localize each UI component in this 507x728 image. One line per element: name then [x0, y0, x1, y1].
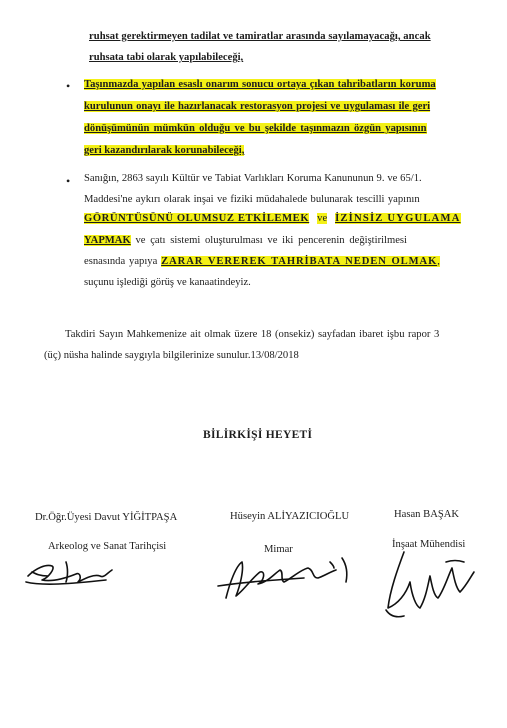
closing-line-1: Takdiri Sayın Mahkemenize ait olmak üzere 18 (onsekiz) sayfadan ibaret işbu rapor 3	[65, 329, 440, 340]
bullet1-line-3: dönüşümünün mümkün olduğu ve bu şekilde taşınmazın özgün yapısının	[84, 123, 427, 134]
signatory-2-name: Hüseyin ALİYAZICIOĞLU	[230, 511, 350, 522]
signatory-1-name: Dr.Öğr.Üyesi Davut YİĞİTPAŞA	[35, 512, 178, 523]
continuation-line-1: ruhsat gerektirmeyen tadilat ve tamiratlar arasında sayılamayacağı, ancak	[89, 31, 431, 42]
committee-title: BİLİRKİŞİ HEYETİ	[203, 429, 313, 441]
signatory-3-name: Hasan BAŞAK	[394, 509, 460, 520]
bullet-dot-1: •	[66, 79, 71, 93]
bullet-dot-2: •	[66, 174, 71, 188]
signature-1	[22, 552, 122, 592]
bullet2-line-1: Sanığın, 2863 sayılı Kültür ve Tabiat Varlıkları Koruma Kanununun 9. ve 65/1.	[84, 173, 422, 184]
signatory-2-role: Mimar	[264, 544, 293, 555]
bullet1-line-1: Taşınmazda yapılan esaslı onarım sonucu ortaya çıkan tahribatların koruma	[84, 79, 436, 90]
closing-line-2: (üç) nüsha halinde saygıyla bilgilerinize sunulur.13/08/2018	[44, 350, 299, 361]
bullet2-line-5: esnasında yapıya ZARAR VEREREK TAHRİBATA NEDEN OLMAK,	[84, 256, 440, 267]
signature-2	[214, 548, 364, 608]
bullet2-line-6: suçunu işlediği görüş ve kanaatindeyiz.	[84, 277, 251, 288]
signatory-3-role: İnşaat Mühendisi	[392, 539, 466, 550]
bullet2-line-4: YAPMAK ve çatı sistemi oluşturulması ve iki pencerenin değiştirilmesi	[84, 235, 407, 246]
bullet1-line-2: kurulunun onayı ile hazırlanacak restorasyon projesi ve uygulaması ile geri	[84, 101, 431, 112]
signatory-1-role: Arkeolog ve Sanat Tarihçisi	[48, 541, 167, 552]
continuation-line-2: ruhsata tabi olarak yapılabileceği,	[89, 52, 244, 63]
bullet1-line-4: geri kazandırılarak korunabileceği,	[84, 145, 245, 156]
signature-3	[376, 546, 486, 626]
bullet2-line-2: Maddesi'ne aykırı olarak inşai ve fiziki müdahalede bulunarak tescilli yapının	[84, 194, 420, 205]
bullet2-line-3: GÖRÜNTÜSÜNÜ OLUMSUZ ETKİLEMEK ve İZİNSİZ UYGULAMA	[84, 213, 461, 224]
